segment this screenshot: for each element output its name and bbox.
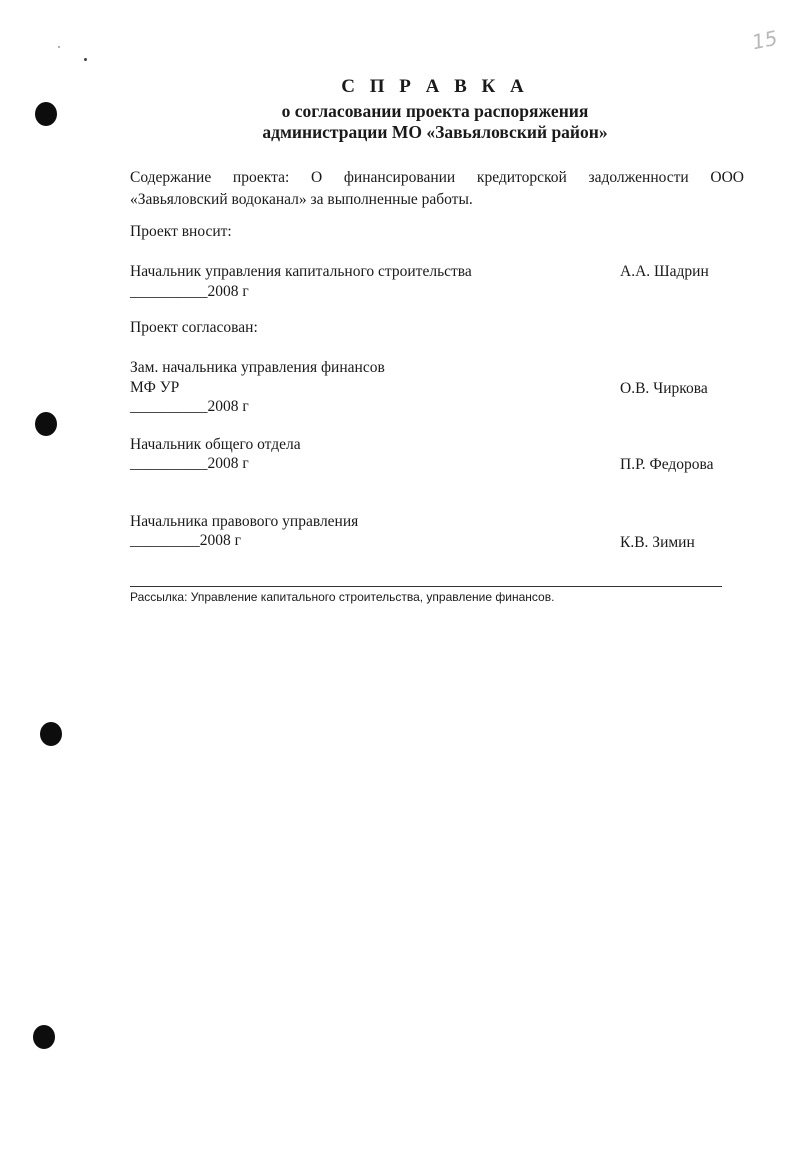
punch-hole-2 bbox=[35, 412, 57, 436]
submitter-date: __________2008 г bbox=[130, 283, 249, 300]
signer-3-name: К.В. Зимин bbox=[620, 534, 695, 551]
signer-1-name: О.В. Чиркова bbox=[620, 380, 708, 397]
signer-3-date: _________2008 г bbox=[130, 532, 241, 549]
project-content-line1: Содержание проекта: О финансировании кредиторской задолженности ООО bbox=[130, 169, 744, 186]
approved-label: Проект согласован: bbox=[130, 319, 258, 336]
mailing-list: Рассылка: Управление капитального строительства, управление финансов. bbox=[130, 590, 555, 604]
submitted-label: Проект вносит: bbox=[130, 223, 232, 240]
punch-hole-4 bbox=[33, 1025, 55, 1049]
page-number: 15 bbox=[749, 25, 780, 55]
submitter-name: А.А. Шадрин bbox=[620, 263, 709, 280]
signer-2-name: П.Р. Федорова bbox=[620, 456, 714, 473]
scan-speck bbox=[58, 46, 60, 48]
signer-1-date: __________2008 г bbox=[130, 398, 249, 415]
signer-1-position-org: МФ УР bbox=[130, 379, 180, 396]
signer-2-position: Начальник общего отдела bbox=[130, 436, 301, 453]
mailing-separator bbox=[130, 586, 722, 587]
signer-3-position: Начальника правового управления bbox=[130, 513, 359, 530]
document-subtitle-line1: о согласовании проекта распоряжения bbox=[281, 101, 589, 121]
signer-2-date: __________2008 г bbox=[130, 455, 249, 472]
document-title: С П Р А В К А bbox=[341, 76, 529, 97]
project-content-line2: «Завьяловский водоканал» за выполненные работы. bbox=[130, 191, 473, 208]
punch-hole-3 bbox=[40, 722, 62, 746]
submitter-position: Начальник управления капитального строительства bbox=[130, 263, 472, 280]
scan-speck bbox=[84, 58, 87, 61]
project-content bbox=[130, 167, 744, 211]
signer-1-position: Зам. начальника управления финансов bbox=[130, 359, 385, 376]
document-subtitle-line2: администрации МО «Завьяловский район» bbox=[262, 122, 608, 142]
